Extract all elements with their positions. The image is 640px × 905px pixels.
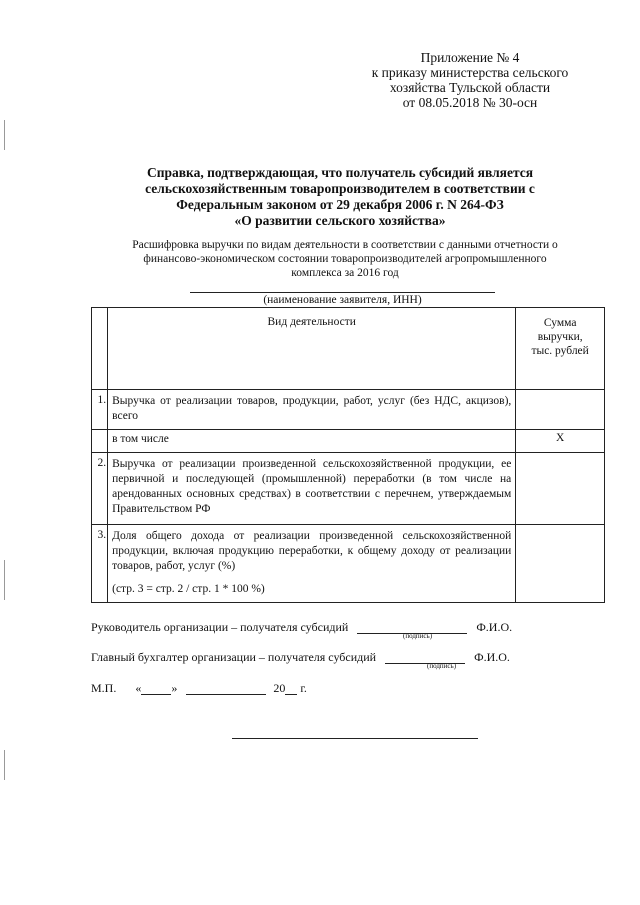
title-line: Справка, подтверждающая, что получатель субсидий является bbox=[146, 165, 534, 180]
head-fio: Ф.И.О. bbox=[476, 620, 513, 634]
row-formula: (стр. 3 = стр. 2 / стр. 1 * 100 %) bbox=[112, 583, 265, 595]
appendix-line: к приказу министерства сельского bbox=[371, 65, 569, 80]
table-row bbox=[92, 390, 605, 430]
scan-edge-mark bbox=[4, 750, 5, 780]
revenue-table bbox=[91, 307, 605, 603]
row-text: Выручка от реализации товаров, продукции, работ, услуг (без НДС, акцизов), всего bbox=[108, 390, 516, 430]
accountant-label: Главный бухгалтер организации – получателя субсидий bbox=[91, 650, 377, 664]
date-close-quote: » bbox=[171, 681, 178, 695]
header-sum-line: выручки, bbox=[537, 331, 583, 343]
row-text-cell bbox=[108, 525, 516, 603]
head-signature-row bbox=[91, 620, 512, 634]
year-prefix: 20 bbox=[273, 681, 286, 695]
row-text: Доля общего дохода от реализации произведенной сельскохозяйственной продукции, включая продукцию переработки, к общему доходу от реализации товаров, работ, услуг (%) bbox=[112, 530, 512, 572]
row-number bbox=[92, 430, 108, 453]
mp-label: М.П. bbox=[91, 681, 117, 695]
month-field[interactable] bbox=[186, 683, 266, 695]
table-row bbox=[92, 453, 605, 525]
row-value[interactable] bbox=[516, 453, 605, 525]
appendix-line: хозяйства Тульской области bbox=[389, 80, 551, 95]
appendix-line: от 08.05.2018 № 30-осн bbox=[402, 95, 538, 110]
year-field[interactable] bbox=[285, 683, 297, 695]
header-num-cell bbox=[92, 308, 108, 390]
bottom-rule bbox=[232, 738, 478, 739]
appendix-line: Приложение № 4 bbox=[420, 50, 520, 65]
applicant-name-field[interactable] bbox=[190, 292, 495, 293]
row-number: 3. bbox=[92, 525, 108, 603]
title-line: Федеральным законом от 29 декабря 2006 г. N 264-ФЗ bbox=[176, 197, 504, 212]
date-stamp-row bbox=[91, 681, 307, 695]
header-activity: Вид деятельности bbox=[108, 308, 516, 390]
header-sum-line: Сумма bbox=[543, 317, 577, 329]
appendix-block bbox=[350, 50, 590, 110]
head-signature-hint: (подпись) bbox=[403, 632, 433, 640]
row-text: Выручка от реализации произведенной сельскохозяйственной продукции, ее первичной и последующей (промышленной) переработки (в том числе на арендованных основных средствах) в соответствии с перечнем, утверждаемым Правительством РФ bbox=[108, 453, 516, 525]
scan-edge-mark bbox=[4, 560, 5, 600]
scan-edge-mark bbox=[4, 120, 5, 150]
table-row bbox=[92, 430, 605, 453]
header-sum bbox=[516, 308, 605, 390]
subtitle-line: комплекса за 2016 год bbox=[291, 267, 399, 279]
row-value[interactable] bbox=[516, 390, 605, 430]
header-sum-line: тыс. рублей bbox=[531, 345, 589, 357]
table-row bbox=[92, 525, 605, 603]
document-title bbox=[100, 165, 580, 229]
title-line: сельскохозяйственным товаропроизводителем в соответствии с bbox=[145, 181, 535, 196]
subtitle-line: Расшифровка выручки по видам деятельности в соответствии с данными отчетности о bbox=[132, 239, 558, 251]
row-value[interactable] bbox=[516, 525, 605, 603]
head-label: Руководитель организации – получателя субсидий bbox=[91, 620, 349, 634]
date-open-quote: « bbox=[135, 681, 142, 695]
row-text: в том числе bbox=[108, 430, 516, 453]
row-number: 1. bbox=[92, 390, 108, 430]
table-header-row bbox=[92, 308, 605, 390]
day-field[interactable] bbox=[141, 683, 171, 695]
document-subtitle bbox=[100, 238, 590, 280]
applicant-caption: (наименование заявителя, ИНН) bbox=[263, 294, 422, 306]
row-value: Х bbox=[516, 430, 605, 453]
subtitle-line: финансово-экономическом состоянии товаропроизводителей агропромышленного bbox=[143, 253, 547, 265]
accountant-signature-hint: (подпись) bbox=[427, 662, 457, 670]
year-suffix: г. bbox=[300, 681, 307, 695]
row-number: 2. bbox=[92, 453, 108, 525]
title-line: «О развитии сельского хозяйства» bbox=[234, 213, 446, 228]
accountant-fio: Ф.И.О. bbox=[474, 650, 510, 664]
